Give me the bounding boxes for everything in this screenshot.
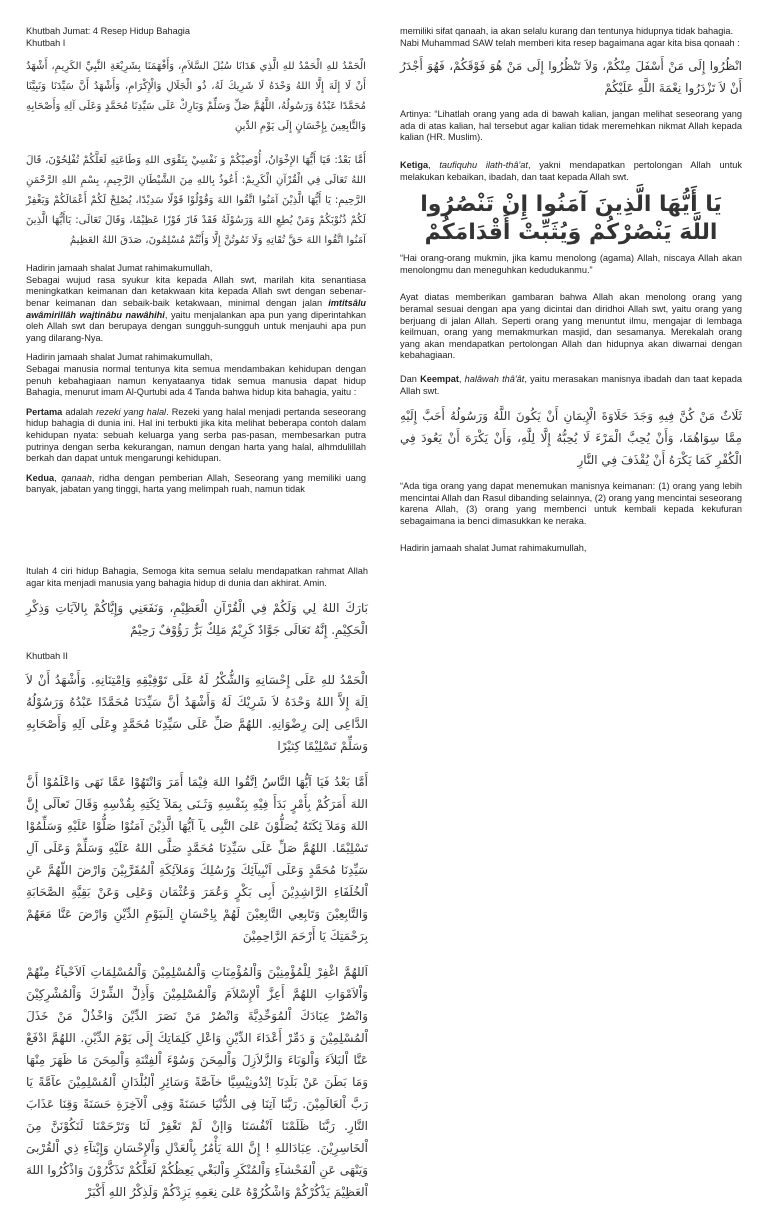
arabic-opening: الْحَمْدُ للهِ الْحَمْدُ للهِ الَّذِي هَدَانَا سُبُلَ السَّلاَمِ، وَأَفْهَمَنَا بِشَرِيْعَةِ النَّبِيِّ الكَرِيمِ، أَشْهَدُ أَنْ لَا إِلَهَ إِلَّا اللهُ وَحْدَهُ لَا شَرِيكَ لَهُ، ذُو الْجَلَالِ وَالْإِكْرَامِ، وَأَشْهَدُ أَنَّ سَيِّدَنَا وَنَبِيَّنَا مُحَمَّدًا عَبْدُهُ وَرَسُولُهُ، اللَّهُمَّ صَلِّ وَسَلِّمْ وَبَارِكْ عَلَى سَيِّدِنَا مُحَمَّدٍ وَعَلَى آلِهِ وَأَصْحَابِهِ وَالتَّابِعِينَ بِإِحْسَانٍ إِلَى يَوْمِ الدِّينِ [26,61,366,133]
arabic-wasiat: أَمَّا بَعْدُ: فَيَا أَيُّهَا الإِخْوَانُ، أُوْصِيْكُمْ وَ نَفْسِيْ بِتَقْوَى اللهِ وَطَاعَتِهِ لَعَلَّكُمْ تُفْلِحُوْنَ، قَالَ اللهُ تَعَالَى فِي الْقُرْآنِ الْكَرِيمْ: أَعُوذُ بِاللهِ مِنَ الشَّيْطَانِ الرَّجِيمِ، بِسْمِ اللهِ الرَّحْمَنِ الرَّحِيمِ: يَا أَيُّهَا الَّذِيْنَ آمَنُوا اتَّقُوا اللهَ وَقُوْلُوْا قَوْلًا سَدِيْدًا، يُصْلِحْ لَكُمْ أَعْمَالَكُمْ وَيَغْفِرْ لَكُمْ ذُنُوْبَكُمْ وَمَنْ يُطِعِ اللهَ وَرَسُوْلَهُ فَقَدْ فَازَ فَوْزًا عَظِيْمًا، وَقَالَ تَعَالَى: يَاأَيُّهَا الَّذِينَ آمَنُوا اتَّقُوا اللهَ حَقَّ تُقَاتِهِ وَلَا تَمُوتُنَّ إِلَّا وَأَنْتُمْ مُسْلِمُونَ، صَدَقَ اللهُ العَظِيمُ [26,155,366,247]
arabic-hadith-halawah: ثَلَاثٌ مَنْ كُنَّ فِيهِ وَجَدَ حَلَاوَةَ الْإِيمَانِ أَنْ يَكُونَ اللَّهُ وَرَسُولُهُ أَحَبَّ إِلَيْهِ مِمَّا سِوَاهُمَا، وَأَنْ يُحِبَّ الْمَرْءَ لَا يُحِبُّهُ إِلَّا لِلَّهِ، وَأَنْ يَكْرَهَ أَنْ يَعُودَ فِي الْكُفْرِ كَمَا يَكْرَهُ أَنْ يُقْذَفَ فِي النَّارِ [400,409,742,468]
paragraph-closing: Itulah 4 ciri hidup Bahagia, Semoga kita semua selalu mendapatkan rahmat Allah agar kita menjadi manusia yang bahagia hidup di dunia dan akhirat. Amin. [26,566,368,588]
paragraph-ketiga: Ketiga, taufiquhu ilath-thâ'at, yakni mendapatkan pertolongan Allah untuk melakukan kebaikan, ibadah, dan taat kepada Allah swt. [400,159,743,182]
arabic-khutbah2-body: أَمَّا بَعْدُ فَيَا اَيُّهَا النَّاسُ اِتَّقُوا اللهَ فِيْمَا أَمَرَ وَانْتَهُوْا عَمَّا نَهَى وَاعْلَمُوْا أَنَّ اللهَ أَمَرَكُمْ بِأَمْرٍ بَدَأَ فِيْهِ بِنَفْسِهِ وَثَـنَى بِمَلآ ئِكَتِهِ بِقُدْسِهِ وَقَالَ تَعاَلَى إِنَّ اللهَ وَمَلآ ئِكَتَهُ يُصَلُّوْنَ عَلىَ النَّبِى يآ اَيُّهَا الَّذِيْنَ آمَنُوْا صَلُّوْا عَلَيْهِ وَسَلِّمُوْا تَسْلِيْمًا. اللهُمَّ صَلِّ عَلَى سَيِّدِنَا مُحَمَّدٍ صَلَّى اللهُ عَلَيْهِ وَسَلِّمْ وَعَلَى آلِ سَيِّدِنَا مُحَمَّدٍ وَعَلَى اَنْبِيآئِكَ وَرُسُلِكَ وَمَلآئِكَةِ اْلمُقَرَّبِيْنَ وَارْضَ اللّهُمَّ عَنِ اْلخُلَفَاءِ الرَّاشِدِيْنَ أَبِى بَكْرٍ وَعُمَرَ وَعُثْمَان وَعَلِى وَعَنْ بَقِيَّةِ الصَّحَابَةِ وَالتَّابِعِيْنَ وَتَابِعِي التَّابِعِيْنَ لَهُمْ بِاِحْسَانٍ اِلَىيَوْمِ الدِّيْنِ وَارْضَ عَنَّا مَعَهُمْ بِرَحْمَتِكَ يَا أَرْحَمَ الرَّاحِمِيْنَ [26,774,368,943]
arabic-barakallah: بَارَكَ اللهُ لِي وَلَكُمْ فِي الْقُرْآنِ الْعَظِيْمِ، وَنَفَعَنِي وَإِيَّاكُمْ بِالآيَاتِ وَذِكْرِ الْحَكِيْمِ. إِنَّهُ تَعَالَى جَوَّادٌ كَرِيْمٌ مَلِكٌ بَرٌّ رَؤُوْفٌ رَحِيْمٌ [26,601,368,638]
translation-hadith-qanaah: Artinya: “Lihatlah orang yang ada di bawah kalian, jangan melihat seseorang yang ada di atas kalian, hal tersebut agar kalian tidak meremehkan nikmat Allah kepada kalian (HR. Muslim). [400,109,742,143]
hadirin-greeting: Hadirin jamaah shalat Jumat rahimakumullah, [26,263,213,274]
page-title: Khutbah Jumat: 4 Resep Hidup Bahagia [26,26,190,36]
translation-ayat: “Hai orang-orang mukmin, jika kamu menolong (agama) Allah, niscaya Allah akan menolongmu dan meneguhkan kedudukanmu.” [400,253,742,275]
right-column [400,26,742,563]
khutbah-1-heading: Khutbah I [26,37,66,48]
paragraph-pertama: Pertama adalah rezeki yang halal. Rezeki yang halal menjadi pertanda seseorang hidup bahagia di dunia ini. Hal ini terbukti jika kita melihat beberapa contoh dalam kehidupan nyata: sebuah keluarga yang serba pas-pasan, membesarkan putra putrinya dengan serba kekurangan, namun dengan harta yang halal, alhmdulillah berkah dan dapat untuk mengarungi kehidupan. [26,406,367,464]
paragraph-intro: Hadirin jamaah shalat Jumat rahimakumullah, Sebagai wujud rasa syukur kita kepada Allah swt, marilah kita senantiasa meningkatkan keimanan dan ketakwaan kita kepada Allah swt dengan sebenar-benar keimanan dan sebaik-baik ketakwaan, minimal dengan jalan imtitsâlu awâmirillâh wajtinâbu nawâhihi, yaitu menjalankan apa pun yang diperintahkan oleh Allah swt dan berupaya dengan sungguh-sungguh untuk menjauhi apa pun yang dilarang-Nya. [26,263,366,343]
paragraph-bahagia: Hadirin jamaah shalat Jumat rahimakumullah, Sebagai manusia normal tentunya kita semua mendambakan kehidupan dengan penuh kebahagiaan namun kenyataanya tidak semua manusia dapat hidup Bahagia, menurut imam Al-Qurtubi ada 4 Tanda bahwa hidup kita bahagia, yaitu : [26,352,366,398]
paragraph-kedua: Kedua, qanaah, ridha dengan pemberian Allah, Seseorang yang memiliki uang banyak, jabatan yang tinggi, harta yang melimpah ruah, namun tidak [26,472,366,495]
paragraph-qanaah-cont: memiliki sifat qanaah, ia akan selalu kurang dan tentunya hidupnya tidak bahagia. [400,26,734,36]
label-keempat: Keempat [420,373,459,384]
bottom-block [26,566,368,1213]
arabic-hadith-qanaah: انْظُرُوا إِلَى مَنْ أَسْفَلَ مِنْكُمْ، وَلاَ تَنْظُرُوا إِلَى مَنْ هُوَ فَوْقَكُمْ، فَهُوَ أَجْدَرُ أَنْ لاَ تَزْدَرُوا نِعْمَةَ اللَّهِ عَلَيْكُمْ [400,59,742,96]
arabic-khutbah2-doa: اَللهُمَّ اغْفِرْ لِلْمُؤْمِنِيْنَ وَاْلمُؤْمِنَاتِ وَاْلمُسْلِمِيْنَ وَاْلمُسْلِمَاتِ اَلاَحْيآءُ مِنْهُمْ وَاْلاَمْوَاتِ اللهُمَّ أَعِزَّ اْلإِسْلاَمَ وَاْلمُسْلِمِيْنَ وَأَذِلَّ الشِّرْكَ وَاْلمُشْرِكِيْنَ وَانْصُرْ عِبَادَكَ اْلمُوَحِّدِيَّةَ وَانْصُرْ مَنْ نَصَرَ الدِّيْنَ وَاخْذُلْ مَنْ خَذَلَ اْلمُسْلِمِيْنَ وَ دَمِّرْ أَعْدَاءَ الدِّيْنِ وَاعْلِ كَلِمَاتِكَ إِلَى يَوْمَ الدِّيْنِ. اللهُمَّ ادْفَعْ عَنَّا اْلبَلاَءَ وَاْلوَبَاءَ وَالزَّلاَزِلَ وَاْلمِحَنَ وَسُوْءَ اْلفِتْنَةِ وَاْلمِحَنَ مَا ظَهَرَ مِنْهَا وَمَا بَطَنَ عَنْ بَلَدِنَا اِنْدُونِيْسِيَّا خآصَّةً وَسَائِرِ اْلبُلْدَانِ اْلمُسْلِمِيْنَ عآمَّةً يَا رَبَّ اْلعَالَمِيْنَ. رَبَّنَا آتِنَا فِى الدُّنْيَا حَسَنَةً وَفِى اْلآخِرَةِ حَسَنَةً وَقِنَا عَذَابَ النَّارِ. رَبَّنَا ظَلَمْنَا اَنْفُسَنَا وَاإنْ لَمْ تَغْفِرْ لَنَا وَتَرْحَمْنَا لَنَكُوْنَنَّ مِنَ اْلخَاسِرِيْنَ. عِبَادَاللهِ ! إِنَّ اللهَ يَأْمُرُ بِاْلعَدْلِ وَاْلإِحْسَانِ وَإِيْتآءِ ذِي اْلقُرْبىَ وَيَنْهَى عَنِ اْلفَحْشآءِ وَاْلمُنْكَرِ وَاْلبَغْي يَعِظُكُمْ لَعَلَّكُمْ تَذَكَّرُوْنَ وَاذْكُرُوا اللهَ اْلعَظِيْمَ يَذْكُرْكُمْ وَاشْكُرُوْهُ عَلىَ نِعَمِهِ يَزِدْكُمْ وَلَذِكْرُ اللهِ أَكْبَرْ [26,964,368,1199]
label-ketiga: Ketiga [400,159,429,170]
translation-hadith-halawah: “Ada tiga orang yang dapat menemukan manisnya keimanan: (1) orang yang lebih mencintai Allah dan Rasul dibanding selainnya, (2) orang yang mencintai seseorang karena Allah, (3) orang yang membenci untuk kembali kepada kekufuran sebagaimana ia benci dimasukkan ke neraka. [400,481,742,526]
label-pertama: Pertama [26,406,63,417]
arabic-khutbah2-opening: الْحَمْدُ للهِ عَلَى إِحْسَانِهِ وَالشُّكْرُ لَهُ عَلَى تَوْفِيْقِهِ وَاِمْتِنَانِهِ. وَأَشْهَدُ أَنْ لاَ اِلَهَ إِلاَّ اللهُ وَحْدَهُ لاَ شَرِيْكَ لَهُ وَأَشْهَدُ أنَّ سَيِّدَنَا مُحَمَّدًا عَبْدُهُ وَرَسُوْلُهُ الدَّاعِى إلىَ رِضْوَانِهِ. اللهُمَّ صَلِّ عَلَى سَيِّدِنَا مُحَمَّدٍ وِعَلَى اَلِهِ وَأَصْحَابِهِ وَسَلِّمْ تَسْلِيْمًا كِثيْرًا [26,672,368,753]
label-kedua: Kedua [26,472,55,483]
hadirin-greeting: Hadirin jamaah shalat Jumat rahimakumullah, [400,543,587,554]
paragraph-ayat-explanation: Ayat diatas memberikan gambaran bahwa Allah akan menolong orang yang beramal sesuai dengan apa yang dicintai dan diridhoi Allah swt, yaitu orang yang berjuang di jalan Allah. Seperti orang yang menuntut ilmu, mengajar di lembaga keilmuan, orang yang memakmurkan masjid, dan sesamanya. Merekalah orang yang akan mendapatkan pertolongan Allah dan hidupnya akan diwarnai dengan kebahagiaan. [400,292,742,361]
paragraph-keempat: Dan Keempat, halâwah thâ'ât, yaitu merasakan manisnya ibadah dan taat kepada Allah swt. [400,373,742,396]
hadirin-greeting: Hadirin jamaah shalat Jumat rahimakumullah, [26,352,213,363]
paragraph-nabi: Nabi Muhammad SAW telah memberi kita resep bagaimana agar kita bisa qonaah : [400,37,740,48]
arabic-ayat-muhammad: يَا أَيُّهَا الَّذِينَ آمَنُوا إِنْ تَنْصُرُوا اللَّهَ يَنْصُرْكُمْ وَيُثَبِّتْ أَقْدَامَكُمْ [420,192,722,246]
term-imtitsal: imtitsâlu awâmirillâh wajtinâbu nawâhihi [26,297,366,320]
khutbah-2-heading: Khutbah II [26,651,68,662]
left-column [26,26,366,504]
